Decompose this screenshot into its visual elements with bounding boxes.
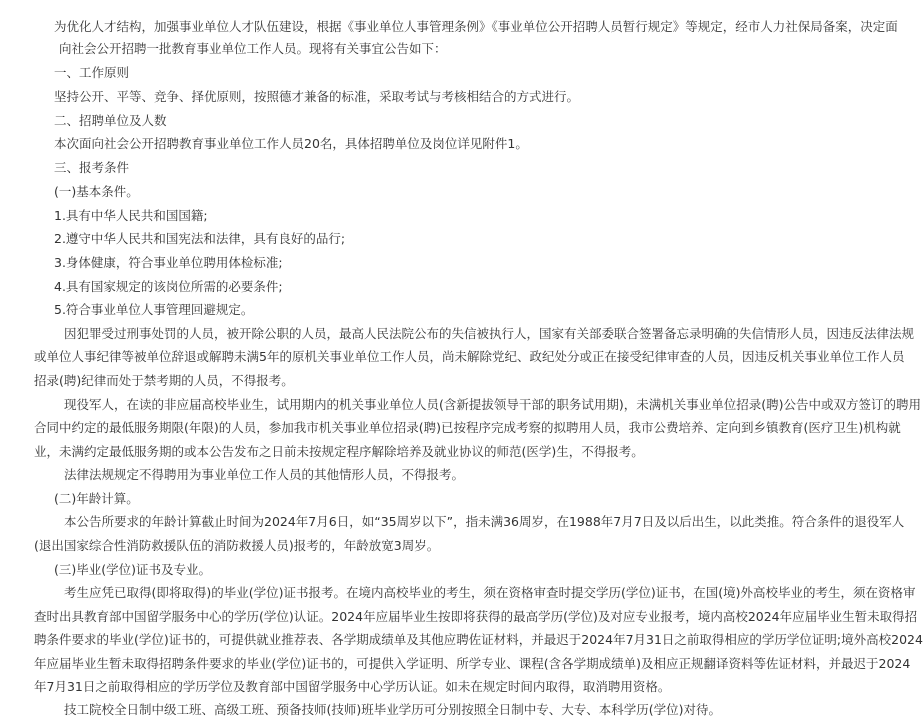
paragraph-exclusions-cont: 或单位人事纪律等被单位辞退或解聘未满5年的原机关事业单位工作人员，尚未解除党纪、政纪处分或正在接受纪律审查的人员，因违反机关事业单位工作人员 — [34, 349, 905, 364]
paragraph-intro-cont: 向社会公开招聘一批教育事业单位工作人员。现将有关事宜公告如下： — [59, 41, 447, 56]
condition-item-4: 4.具有国家规定的该岗位所需的必要条件; — [54, 279, 283, 294]
paragraph-age-cont: (退出国家综合性消防救援队伍的消防救援人员)报考的，年龄放宽3周岁。 — [34, 538, 440, 553]
paragraph-exclusions: 因犯罪受过刑事处罚的人员，被开除公职的人员，最高人民法院公布的失信被执行人，国家有关部委联合签署备忘录明确的失信情形人员，因违反法律法规 — [64, 326, 915, 341]
subheading-certificates: (三)毕业(学位)证书及专业。 — [54, 562, 212, 577]
paragraph-intro: 为优化人才结构，加强事业单位人才队伍建设，根据《事业单位人事管理条例》《事业单位公开招聘人员暂行规定》等规定，经市人力社保局备案，决定面 — [54, 19, 898, 34]
section-heading-principles: 一、工作原则 — [54, 65, 130, 80]
paragraph-positions: 本次面向社会公开招聘教育事业单位工作人员20名，具体招聘单位及岗位详见附件1。 — [54, 136, 528, 151]
paragraph-age: 本公告所要求的年龄计算截止时间为2024年7月6日，如“35周岁以下”，指未满36周岁，在1988年7月7日及以后出生，以此类推。符合条件的退役军人 — [64, 514, 905, 529]
paragraph-ineligible: 现役军人，在读的非应届高校毕业生，试用期内的机关事业单位人员(含新提拔领导干部的职务试用期)，未满机关事业单位招录(聘)公告中或双方签订的聘用 — [64, 397, 922, 412]
paragraph-certificates-cont-1: 查时出具教育部中国留学服务中心的学历(学位)认证。2024年应届毕业生按即将获得的最高学历(学位)及对应专业报考，境内高校2024年应届毕业生暂未取得招 — [34, 609, 918, 624]
paragraph-exclusions-end: 招录(聘)纪律而处于禁考期的人员，不得报考。 — [34, 373, 294, 388]
condition-item-1: 1.具有中华人民共和国国籍; — [54, 208, 208, 223]
paragraph-technical-schools: 技工院校全日制中级工班、高级工班、预备技师(技师)班毕业学历可分别按照全日制中专、大专、本科学历(学位)对待。 — [64, 702, 722, 717]
condition-item-3: 3.身体健康，符合事业单位聘用体检标准; — [54, 255, 283, 270]
paragraph-certificates-cont-4: 年7月31日之前取得相应的学历学位及教育部中国留学服务中心学历认证。如未在规定时间内取得，取消聘用资格。 — [34, 679, 671, 694]
condition-item-5: 5.符合事业单位人事管理回避规定。 — [54, 302, 254, 317]
subheading-age: (二)年龄计算。 — [54, 491, 139, 506]
paragraph-principles: 坚持公开、平等、竞争、择优原则，按照德才兼备的标准，采取考试与考核相结合的方式进行。 — [54, 89, 580, 104]
paragraph-other-cases: 法律法规规定不得聘用为事业单位工作人员的其他情形人员，不得报考。 — [64, 467, 465, 482]
section-heading-positions: 二、招聘单位及人数 — [54, 113, 167, 128]
paragraph-ineligible-cont: 合同中约定的最低服务期限(年限)的人员，参加我市机关事业单位招录(聘)已按程序完成考察的拟聘用人员，我市公费培养、定向到乡镇教育(医疗卫生)机构就 — [34, 420, 901, 435]
condition-item-2: 2.遵守中华人民共和国宪法和法律，具有良好的品行; — [54, 231, 346, 246]
section-heading-requirements: 三、报考条件 — [54, 160, 130, 175]
paragraph-certificates-cont-2: 聘条件要求的毕业(学位)证书的，可提供就业推荐表、各学期成绩单及其他应聘佐证材料，并最迟于2024年7月31日之前取得相应的学历学位证明;境外高校2024 — [34, 632, 923, 647]
paragraph-certificates: 考生应凭已取得(即将取得)的毕业(学位)证书报考。在境内高校毕业的考生，须在资格审查时提交学历(学位)证书，在国(境)外高校毕业的考生，须在资格审 — [64, 585, 916, 600]
paragraph-certificates-cont-3: 年应届毕业生暂未取得招聘条件要求的毕业(学位)证书的，可提供入学证明、所学专业、课程(含各学期成绩单)及相应正规翻译资料等佐证材料，并最迟于2024 — [34, 656, 911, 671]
subheading-basic-conditions: (一)基本条件。 — [54, 184, 139, 199]
paragraph-ineligible-end: 业，未满约定最低服务期的或本公告发布之日前未按规定程序解除培养及就业协议的师范(医学)生，不得报考。 — [34, 444, 644, 459]
